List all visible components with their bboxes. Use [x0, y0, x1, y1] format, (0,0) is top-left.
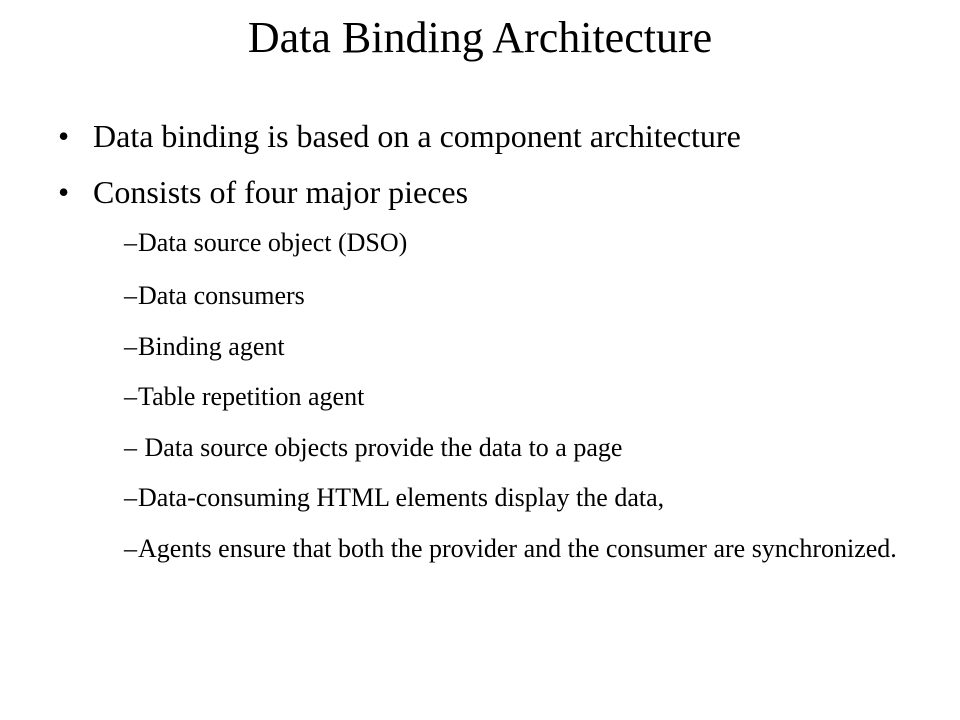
subbullet-text: Table repetition agent	[138, 382, 365, 411]
subbullet-text: Data-consuming HTML elements display the data,	[138, 483, 665, 512]
subbullet-text: Data source objects provide the data to a page	[138, 433, 623, 462]
dash-marker: –	[124, 281, 137, 310]
dash-marker: –	[124, 382, 137, 411]
bullet-marker: •	[58, 174, 70, 210]
slide-title: Data Binding Architecture	[247, 13, 713, 62]
dash-marker: –	[124, 228, 137, 257]
subbullet-text: Data consumers	[138, 281, 305, 310]
subbullet-text: Data source object (DSO)	[138, 228, 408, 257]
bullet-text: Consists of four major pieces	[93, 174, 469, 210]
bullet-text: Data binding is based on a component architecture	[93, 118, 741, 154]
dash-marker: –	[124, 433, 137, 462]
dash-marker: –	[124, 534, 137, 563]
dash-marker: –	[124, 483, 137, 512]
subbullet-text: Binding agent	[138, 332, 285, 361]
bullet-marker: •	[58, 118, 70, 154]
dash-marker: –	[124, 332, 137, 361]
subbullet-text: Agents ensure that both the provider and the consumer are synchronized.	[138, 534, 897, 563]
